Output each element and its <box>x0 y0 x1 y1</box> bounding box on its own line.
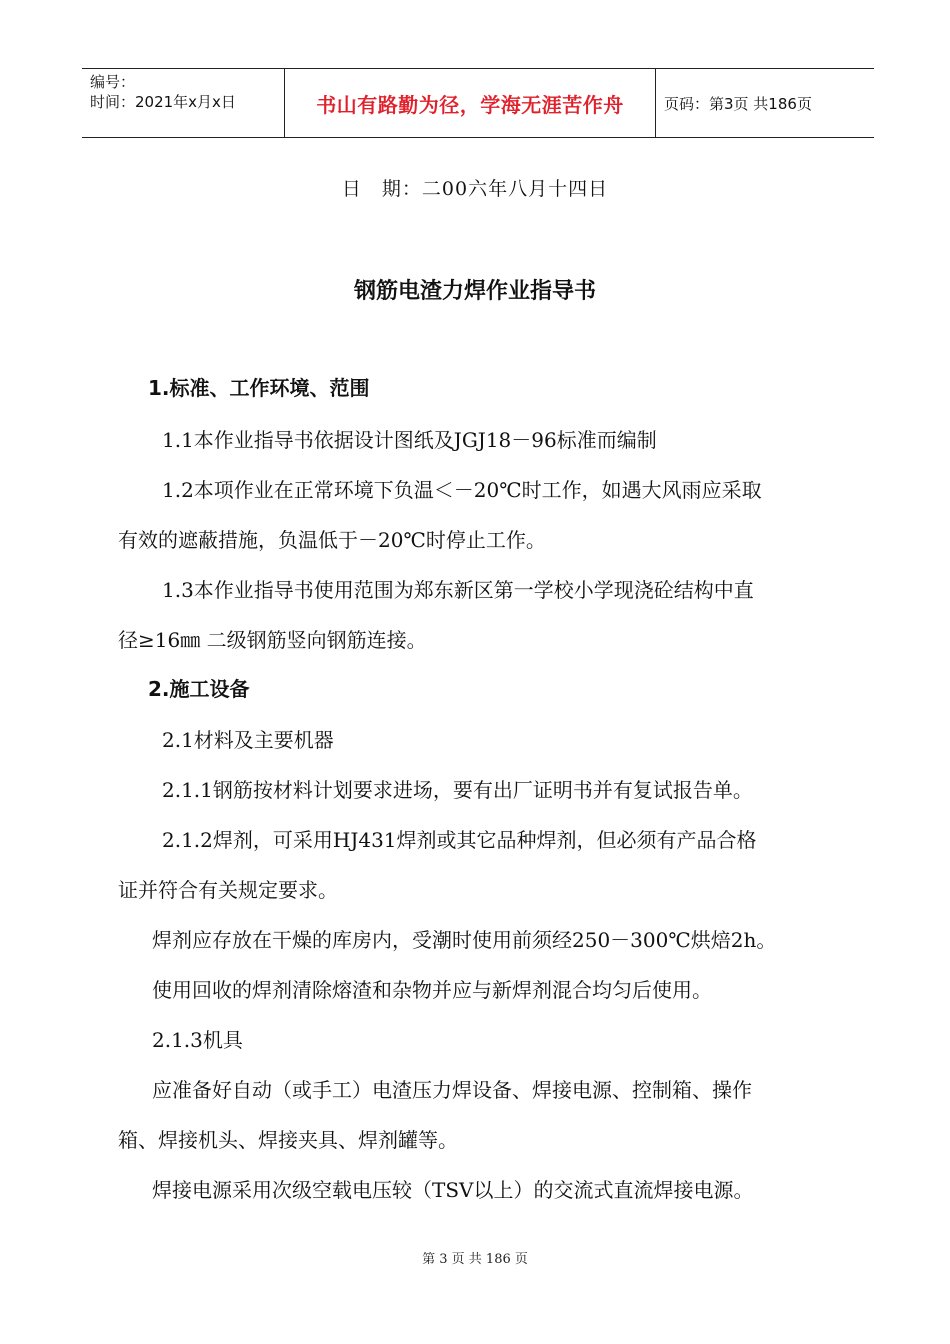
section-heading-1: 1.标准、工作环境、范围 <box>148 376 370 400</box>
paragraph-line: 1.1本作业指导书依据设计图纸及JGJ18－96标准而编制 <box>162 428 657 452</box>
page-header <box>82 68 874 138</box>
paragraph-line: 2.1.2焊剂，可采用HJ431焊剂或其它品种焊剂，但必须有产品合格 <box>162 828 757 852</box>
header-page-info: 页码：第3页 共186页 <box>664 94 812 113</box>
paragraph-line: 有效的遮蔽措施，负温低于－20℃时停止工作。 <box>118 528 546 552</box>
page-footer: 第 3 页 共 186 页 <box>422 1252 528 1267</box>
paragraph-line: 2.1材料及主要机器 <box>162 728 334 752</box>
paragraph-line: 使用回收的焊剂清除熔渣和杂物并应与新焊剂混合均匀后使用。 <box>152 978 712 1002</box>
paragraph-line: 证并符合有关规定要求。 <box>118 878 338 902</box>
paragraph-line: 箱、焊接机头、焊接夹具、焊剂罐等。 <box>118 1128 458 1152</box>
document-date: 日 期：二00六年八月十四日 <box>341 178 609 200</box>
paragraph-line: 径≥16㎜ 二级钢筋竖向钢筋连接。 <box>118 628 427 652</box>
section-heading-2: 2.施工设备 <box>148 677 250 701</box>
paragraph-line: 1.2本项作业在正常环境下负温＜－20℃时工作，如遇大风雨应采取 <box>162 478 762 502</box>
header-meta <box>82 69 284 137</box>
document-title: 钢筋电渣力焊作业指导书 <box>353 279 596 304</box>
paragraph-line: 焊接电源采用次级空载电压较（TSV以上）的交流式直流焊接电源。 <box>152 1178 754 1202</box>
paragraph-line: 应准备好自动（或手工）电渣压力焊设备、焊接电源、控制箱、操作 <box>152 1078 752 1102</box>
time-label: 时间：2021年x月x日 <box>90 93 236 111</box>
header-motto: 书山有路勤为径，学海无涯苦作舟 <box>284 69 656 137</box>
paragraph-line: 2.1.1钢筋按材料计划要求进场，要有出厂证明书并有复试报告单。 <box>162 778 753 802</box>
paragraph-line: 1.3本作业指导书使用范围为郑东新区第一学校小学现浇砼结构中直 <box>162 578 754 602</box>
number-label: 编号： <box>90 73 136 91</box>
paragraph-line: 焊剂应存放在干燥的库房内，受潮时使用前须经250－300℃烘焙2h。 <box>152 928 777 952</box>
paragraph-line: 2.1.3机具 <box>152 1028 243 1052</box>
